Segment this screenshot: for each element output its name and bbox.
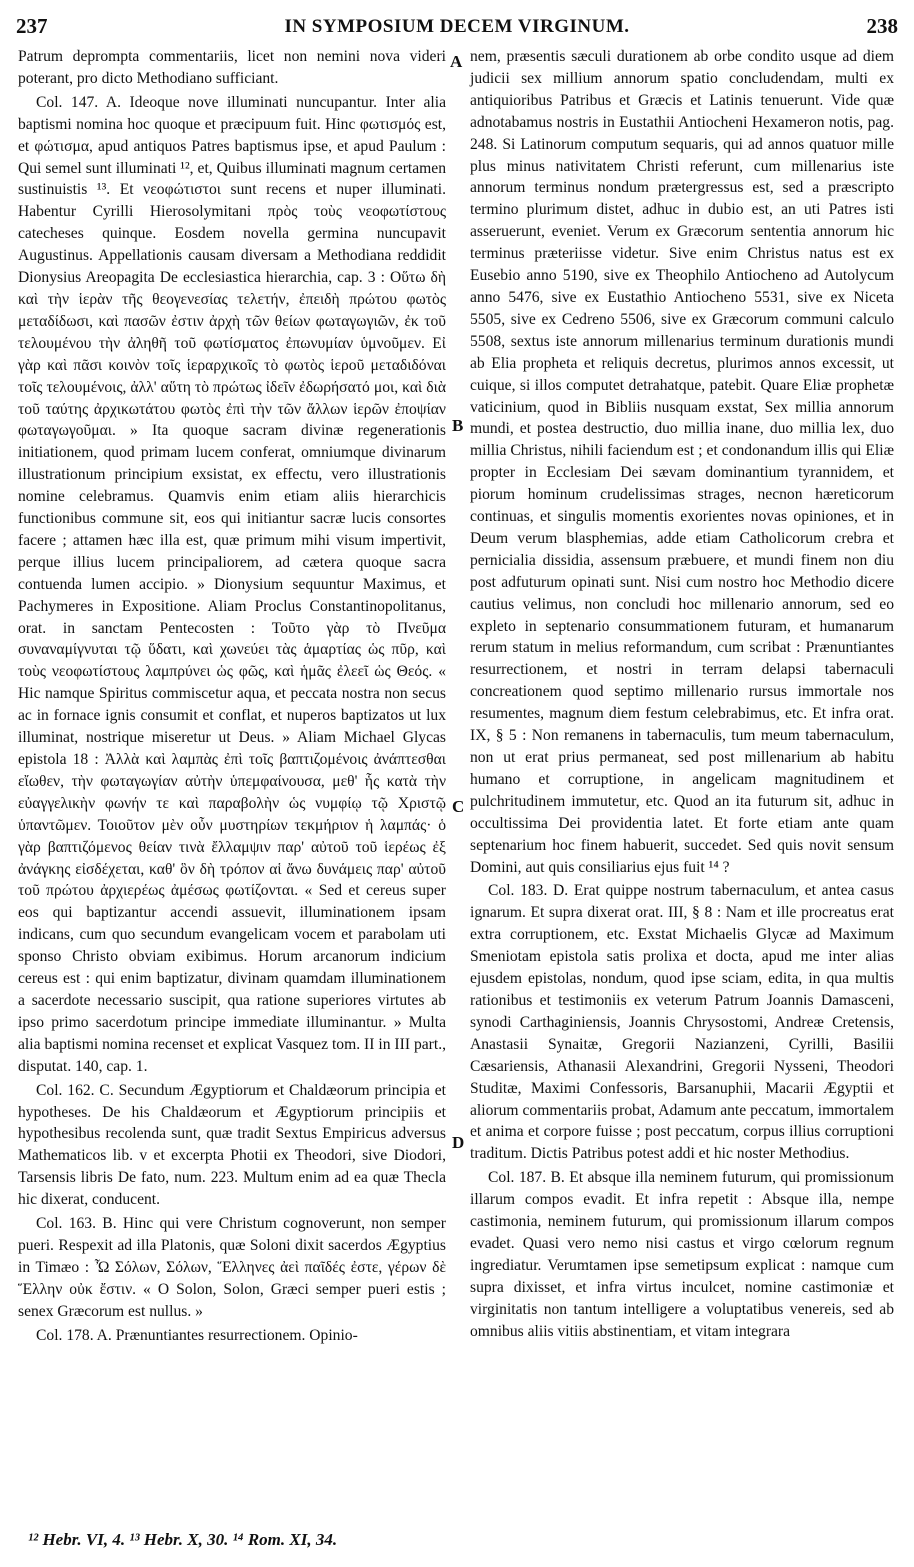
paragraph: Col. 147. A. Ideoque nove illuminati nuncupantur. Inter alia baptismi nomina hoc quoque et præcipuum fuit. Hinc φωτισμός est, et φώτισμα, apud antiquos Patres baptismus ipse, et apud Paulum : Qui semel sunt illuminati ¹², et, Quibus illuminati magnum certamen sustinuistis ¹³. Et νεοφώτιστοι sunt recens et nuper illuminati. Habentur Cyrilli Hierosolymitani πρὸς τοὺς νεοφωτίστους catecheses quinque. Eosdem novella germina nuncupavit Augustinus. Appellationis causam diversam a Methodiana reddidit Dionysius Areopagita De ecclesiastica hierarchia, cap. 3 : Οὕτω δὴ καὶ τὴν ἱερὰν τῆς θεογενεσίας τελετήν, ἐπειδὴ πρώτου φωτὸς μεταδίδωσι, καὶ πασῶν ἐστιν ἀρχὴ τῶν θείων φωταγωγιῶν, ἐκ τοῦ τελουμένου τὴν ἀληθῆ τοῦ φωτίσματος ἐπωνυμίαν ὑμνοῦμεν. Εἰ γὰρ καὶ πᾶσι κοινὸν τοῖς ἱεραρχικοῖς τὸ φωτὸς ἱεροῦ μεταδιδόναι τοῖς τελουμένοις, ἀλλ' αὕτη τὸ πρώτως ἰδεῖν ἐδωρήσατό μοι, καὶ διὰ τοῦ ταύτης ἀρχικωτάτου φωτὸς ἐπὶ τὴν τῶν ἄλλων ἱερῶν ἐποψίαν φωταγωγοῦμαι. » Ita quoque sacram divinæ regenerationis initiationem, quod primam lucem conferat, omniumque divinarum illustrationum principium exsistat, ex effectu, vero illustrationis nomine celebramus. Quamvis enim etiam aliis hierarchicis functionibus commune sit, eos qui initiantur sacræ lucis consortes facere ; attamen hæc illa est, quæ primum mihi visum impertivit, perque illius lucem principaliorem, ad cætera quoque sacra contuenda lumen accipio. » Dionysium sequuntur Maximus, et Pachymeres in Expositione. Aliam Proclus Constantinopolitanus, orat. in sanctam Pentecosten : Τοῦτο γὰρ τὸ Πνεῦμα συναναμίγνυται τῷ ὕδατι, καὶ χωνεύει τὰς ἁμαρτίας ὡς πῦρ, καὶ τοὺς νεοφωτίστους λαμπρύνει ὡς φῶς, καὶ ἡμᾶς ἐλεεῖ ὡς Θεός. « Hic namque Spiritus commiscetur aqua, et peccata nostra non secus ac in fornace ignis consumit et conflat, et nuperos baptizatos ut lux illuminat, nostrique miseretur ut Deus. » Aliam Michael Glycas epistola 18 : Ἀλλὰ καὶ λαμπὰς ἐπὶ τοῖς βαπτιζομένοις ἀνάπτεσθαι εἴωθεν, τὴν φωταγωγίαν αὐτὴν ὑπεμφαίνουσα, μεθ' ἧς κατὰ τὴν εὐαγγελικὴν φωνήν τε καὶ παραβολὴν ὡς νυμφίῳ τῷ Χριστῷ ὑπαντῶμεν. Τοιοῦτον μὲν οὖν μυστηρίων τεκμήριον ἡ λαμπάς· ὁ γὰρ βαπτιζόμενος θείαν τινὰ ἔλλαμψιν παρ' αὐτοῦ τοῦ ἱερέως ἐξ ἀνάγκης εἰσδέχεται, καθ' ὃν δὴ τρόπον αἱ ἄνω δυνάμεις παρ' αὐτοῦ τοῦ πρώτου ἀρχιερέως ἀμέσως φωτίζονται. « Sed et cereus super eos qui baptizantur accendi assuevit, illuminationem ipsam indicans, cum quo secundum evangelicam vocem et parabolam uti sponso Christo obviam exibimus. Horum arcanorum indicium cereus est : qui enim baptizatur, divinam quamdam illuminationem a sacerdote necessario suscipit, qua ratione superiores virtutes ab ipso primo sacerdotum principe immediate illuminantur. » Multa alia baptismi nomina recenset et explicat Vasquez tom. II in III part., disputat. 140, cap. 1. — [18, 93, 446, 1075]
paragraph: Col. 162. C. Secundum Ægyptiorum et Chaldæorum principia et hypotheses. De his Chaldæorum et Ægyptiorum principiis et hypothesibus recolenda sunt, quæ tradit Sextus Empiricus adversus Mathematicos lib. v et excerpta Photii ex Theodori, sive Diodori, Tarsensis libris De fato, num. 223. Multum enim ad ea quæ Thecla hic dixerat, conducent. — [18, 1081, 446, 1209]
right-column — [470, 46, 894, 1342]
paragraph: Col. 183. D. Erat quippe nostrum tabernaculum, et antea casus ignarum. Et supra dixerat orat. III, § 8 : Nam et ille procreatus erat extra corruptionem, etc. Exstat Michaelis Glycæ ad Maximum Smeniotam epistola satis prolixa et docta, apud me inter alias ejusdem epistolas, nondum, quod ipse sciam, edita, in qua multis rationibus et testimoniis ex veterum Patrum Joannis Damasceni, synodi Carthaginiensis, Joannis Chrysostomi, Andreæ Cretensis, Anastasii Synaitæ, Gregorii Nazianzeni, Cyrilli, Basilii Cæsariensis, Athanasii Alexandrini, Gregorii Nysseni, Theodori Studitæ, Maximi Confessoris, Barsanuphii, Macarii Ægyptii et aliorum commentariis probat, Adamum ante peccatum, immortalem et anima et corpore fuisse ; post peccatum, corpus illius corruptioni traditum. Dictis Patribus potest addi et hic noster Methodius. — [470, 882, 894, 1163]
left-column — [18, 46, 446, 1346]
margin-marker-a: A — [450, 52, 463, 71]
running-title: IN SYMPOSIUM DECEM VIRGINUM. — [284, 16, 630, 37]
paragraph: Patrum deprompta commentariis, licet non nemini nova videri poterant, pro dicto Methodiano sufficiant. — [18, 48, 446, 87]
paragraph: nem, præsentis sæculi durationem ab orbe condito usque ad diem judicii sex millium annorum spatio concludendam, multi ex antiquioribus Patribus et Græcis et Latinis tenuerunt. Vide quæ adnotabamus nostris in Eustathii Antiocheni Hexameron notis, pag. 248. Si Latinorum computum sequaris, qui ad annos quatuor mille plus minus nativitatem Christi referunt, cum millenarius iste annorum terminus nondum prætergressus est, sed a præscripto termino plurimum distet, adhuc in dubio est, an uti Patres isti asseruerunt, eveniet. Verum ex Græcorum sententia annorum hic terminus præteriisse videtur. Sive enim Christus natus est ex Eusebio anno 5190, sive ex Theophilo Antiocheno ad Autolycum anno 5476, sive ex Eustathio Antiocheno 5531, sive ex Niceta 5505, sive ex Cedreno 5506, sive ex Græcorum communi calculo 5508, sextus iste annorum millenarius terminum durationis mundi ab Elia propheta et reliquis decretus, plurimos annos excessit, ut cuique, si illos computet detrahatque, patebit. Quare Eliæ prophetæ vaticinium, quod in Bibliis nusquam exstat, Sex millia annorum mundi, et postea destructio, duo millia inane, duo millia lex, duo millia Christus, nihili faciendum est ; et condonandum illis qui Eliæ propter in Ecclesiam Dei sævam dominantium tyrannidem, et piorum hominum crudelissimas strages, necnon hæreticorum continuas, et singulis momentis exorientes novas opiniones, et in Deum verum blasphemias, adde etiam Catholicorum crebra et pernicialia dissidia, assensum præbuere, et mundi finem non diu post adfuturum opinati sunt. Nisi cum nostro hoc Methodio dicere cautius velimus, non concludi hoc millenario annorum, sed eo expleto in septenario consummationem futuram, et humanarum rerum statum in melius reformandum, cum scribat : Prænuntiantes resurrectionem, et nostri in terram delapsi tabernaculi concreationem quod septimo millenario rursus immortale nos resumentes, magnum diem festum celebrabimus, etc. Et infra orat. IX, § 5 : Non remanens in tabernaculis, tum meum tabernaculum, non ut erat prius permaneat, sed post millenarium ab habitu humano et corruptione, in angelicam magnitudinem et pulchritudinem immutetur, etc. Quod an ita futurum sit, adhuc in occultissima Dei providentia latet. Et forte etiam ante quam septenarium hoc finem habuerit, succedet. Sed quis novit sensum Domini, aut quis consiliarius ejus fuit ¹⁴ ? — [470, 48, 894, 876]
page-number-right: 238 — [866, 14, 898, 38]
footnotes: ¹² Hebr. VI, 4. ¹³ Hebr. X, 30. ¹⁴ Rom. XI, 34. — [28, 1530, 338, 1549]
margin-marker-c: C — [452, 797, 465, 816]
paragraph: Col. 163. B. Hinc qui vere Christum cognoverunt, non semper pueri. Respexit ad illa Platonis, quæ Soloni dixit sacerdos Ægyptius in Timæo : Ὦ Σόλων, Σόλων, Ἕλληνες ἀεὶ παῖδές ἐστε, γέρων δὲ Ἕλλην οὐκ ἔστιν. « O Solon, Solon, Græci semper pueri estis ; senex Græcorum est nullus. » — [18, 1215, 446, 1320]
margin-marker-d: D — [452, 1133, 465, 1152]
page-header — [16, 14, 898, 40]
margin-marker-b: B — [452, 416, 464, 435]
paragraph: Col. 178. A. Prænuntiantes resurrectionem. Opinio- — [36, 1326, 358, 1344]
page-number-left: 237 — [16, 14, 48, 38]
paragraph: Col. 187. B. Et absque illa neminem futurum, qui promissionum illarum compos evadit. Et infra repetit : Absque illa, nempe castimonia, neminem futurum, qui promissionum illarum compos evadet. Quasi vero nemo nisi castus et virgo cœlorum regnum ingrediatur. Verumtamen ipse semetipsum explicat : namque cum supra dixisset, et infra virtus inculcet, nomine castimoniæ et virginitatis non tantum intelligere a voluptatibus venereis, sed ab omnibus aliis vitiis abstinentiam, et vitam integrara — [470, 1169, 894, 1340]
